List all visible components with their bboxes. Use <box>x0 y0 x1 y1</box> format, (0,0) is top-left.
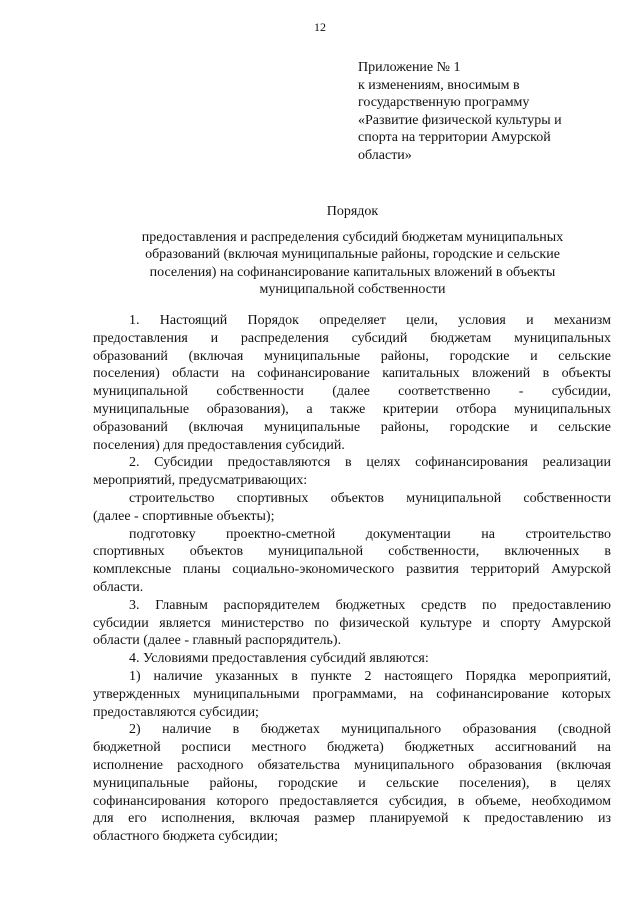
body-line: строительство спортивных объектов муниципальной собственности <box>129 490 611 506</box>
body-line: образований (включая муниципальные районы, городские и сельские <box>93 348 611 364</box>
body-line: муниципальные районы, городские и сельские поселения), в целях <box>93 775 611 791</box>
body-line: 1. Настоящий Порядок определяет цели, условия и механизм <box>129 313 611 328</box>
document-title <box>95 203 610 299</box>
appendix-line: государственную программу <box>358 95 530 110</box>
body-line: предоставления и распределения субсидий бюджетам муниципальных <box>93 330 611 346</box>
body-line: подготовку проектно-сметной документации на строительство <box>129 526 611 542</box>
body-line: (далее - спортивные объекты); <box>93 508 275 524</box>
body-line: области (далее - главный распорядитель). <box>93 633 342 649</box>
appendix-line: к изменениям, вносимым в <box>358 77 520 93</box>
body-line: образований (включая муниципальные районы, городские и сельские <box>93 419 611 435</box>
body-line: софинансирования которого предоставляется субсидия, в объеме, необходимом <box>93 793 611 809</box>
appendix-line: «Развитие физической культуры и <box>358 112 562 128</box>
body-line: областного бюджета субсидии; <box>93 829 279 845</box>
body-line: поселения) для предоставления субсидий. <box>93 437 345 453</box>
body-line: поселения) области на софинансирование капитальных вложений в объекты <box>93 366 611 382</box>
body-line: исполнение расходного обязательства муниципального образования (включая <box>93 757 611 773</box>
body-line: предоставляются субсидии; <box>93 704 259 720</box>
body-line: муниципальные образования), а также критерии отбора муниципальных <box>93 401 611 417</box>
body-line: утвержденных муниципальными программами, на софинансирование которых <box>93 686 611 702</box>
body-line: для его исполнения, включая размер планируемой к предоставлению из <box>93 811 611 827</box>
document-body <box>93 312 611 846</box>
title-line: предоставления и распределения субсидий бюджетам муниципальных <box>141 229 564 245</box>
appendix-line: области» <box>358 147 412 163</box>
appendix-line: Приложение № 1 <box>358 60 461 75</box>
title-line: муниципальной собственности <box>259 282 446 297</box>
body-line: муниципальной собственности (далее соответственно - субсидии, <box>93 384 611 400</box>
body-line: субсидии является министерство по физической культуре и спорту Амурской <box>93 615 611 631</box>
title-line: поселения) на софинансирование капитальных вложений в объекты <box>149 264 556 280</box>
page-number: 12 <box>314 20 326 34</box>
body-line: 3. Главным распорядителем бюджетных средств по предоставлению <box>129 597 611 613</box>
title-line: образований (включая муниципальные районы, городские и сельские <box>145 247 560 262</box>
body-line: спортивных объектов муниципальной собственности, включенных в <box>93 544 611 560</box>
body-line: мероприятий, предусматривающих: <box>93 473 308 489</box>
title-heading: Порядок <box>326 204 379 219</box>
body-line: бюджетной росписи местного бюджета) бюджетных ассигнований на <box>93 740 611 756</box>
appendix-line: спорта на территории Амурской <box>358 130 551 145</box>
body-line: 2) наличие в бюджетах муниципального образования (сводной <box>129 722 611 738</box>
appendix-block <box>358 59 628 164</box>
body-line: области. <box>93 579 144 595</box>
body-line: 2. Субсидии предоставляются в целях софинансирования реализации <box>129 455 611 471</box>
body-line: 1) наличие указанных в пункте 2 настоящего Порядка мероприятий, <box>129 668 611 684</box>
body-line: комплексные планы социально-экономического развития территорий Амурской <box>93 562 611 578</box>
body-line: 4. Условиями предоставления субсидий являются: <box>129 651 429 667</box>
